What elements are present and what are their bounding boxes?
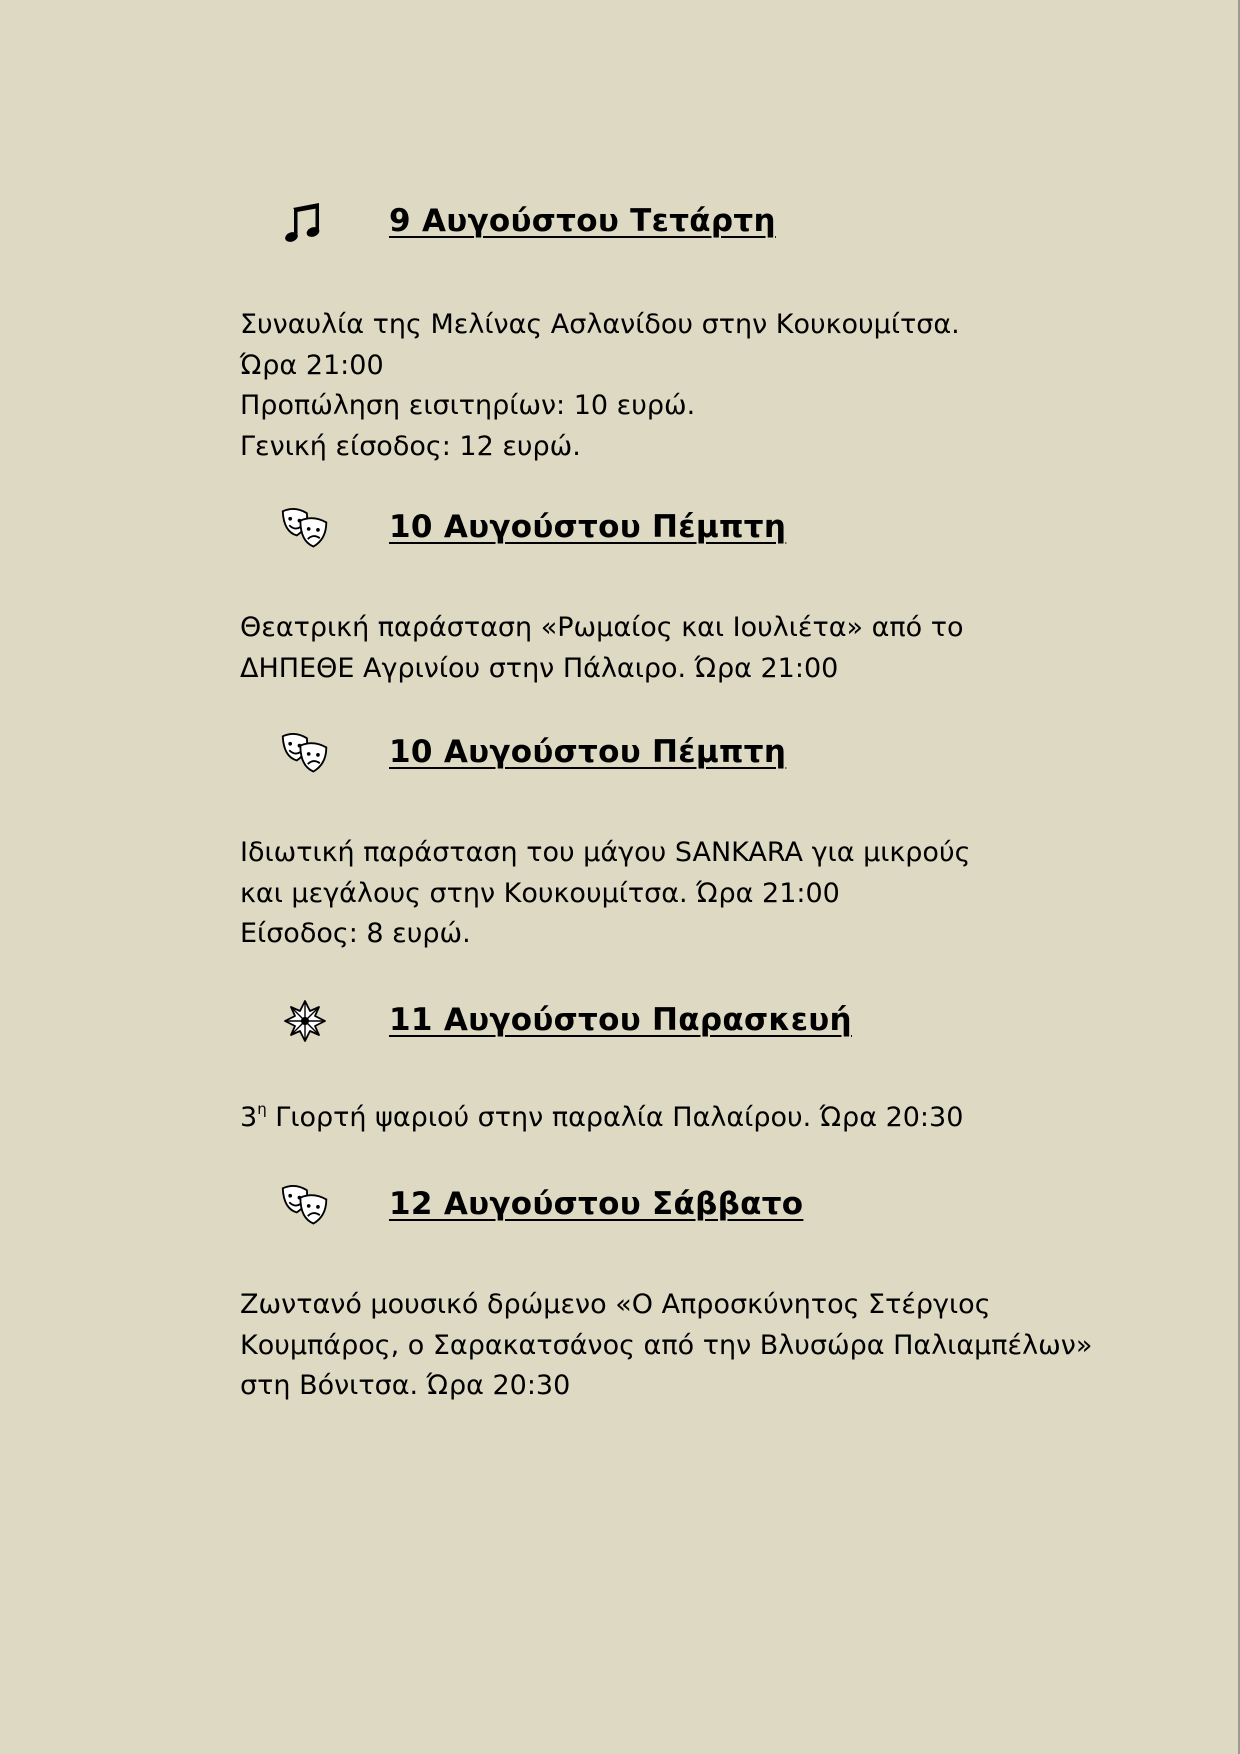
event-block xyxy=(0,503,1240,684)
description-line: και μεγάλους στην Κουκουμίτσα. Ώρα 21:00 xyxy=(240,877,840,909)
description-line: Είσοδος: 8 ευρώ. xyxy=(240,918,471,949)
event-description xyxy=(240,1285,1092,1407)
event-heading: 12 Αυγούστου Σάββατο xyxy=(389,1186,804,1222)
event-block xyxy=(0,996,1240,1133)
description-text: Γιορτή ψαριού στην παραλία Παλαίρου. Ώρα 20:30 xyxy=(266,1102,964,1133)
description-line: Κουμπάρος, ο Σαρακατσάνος από την Βλυσώρα Παλιαμπέλων» xyxy=(240,1329,1093,1361)
theater-masks-icon xyxy=(280,1180,330,1230)
description-line: Ιδιωτική παράσταση του μάγου SANKARA για μικρούς xyxy=(240,837,971,868)
event-block xyxy=(0,1180,1240,1401)
event-heading: 11 Αυγούστου Παρασκευή xyxy=(389,1002,852,1038)
theater-masks-icon xyxy=(280,503,330,553)
theater-masks-icon xyxy=(280,728,330,778)
description-line: στη Βόνιτσα. Ώρα 20:30 xyxy=(240,1370,571,1401)
event-description xyxy=(240,305,960,467)
description-line: Συναυλία της Μελίνας Ασλανίδου στην Κουκουμίτσα. xyxy=(240,309,960,340)
description-line xyxy=(240,1098,963,1139)
event-heading: 9 Αυγούστου Τετάρτη xyxy=(389,203,776,239)
ordinal-suffix: η xyxy=(257,1100,267,1118)
ordinal-number: 3 xyxy=(240,1102,258,1133)
event-heading: 10 Αυγούστου Πέμπτη xyxy=(389,509,787,545)
description-line: Ζωντανό μουσικό δρώμενο «Ο Απροσκύνητος Στέργιος xyxy=(240,1289,991,1320)
star-flower-icon xyxy=(280,996,330,1046)
description-line: Προπώληση εισιτηρίων: 10 ευρώ. xyxy=(240,390,696,421)
event-description xyxy=(240,608,964,689)
event-block xyxy=(0,728,1240,949)
event-description xyxy=(240,1098,963,1139)
description-line: ΔΗΠΕΘΕ Αγρινίου στην Πάλαιρο. Ώρα 21:00 xyxy=(240,652,839,684)
description-line: Γενική είσοδος: 12 ευρώ. xyxy=(240,430,581,462)
event-block xyxy=(0,197,1240,462)
description-line: Θεατρική παράσταση «Ρωμαίος και Ιουλιέτα» από το xyxy=(240,612,964,643)
event-description xyxy=(240,833,970,955)
event-heading: 10 Αυγούστου Πέμπτη xyxy=(389,734,787,770)
description-line: Ώρα 21:00 xyxy=(240,349,384,381)
music-note-icon xyxy=(280,197,330,247)
